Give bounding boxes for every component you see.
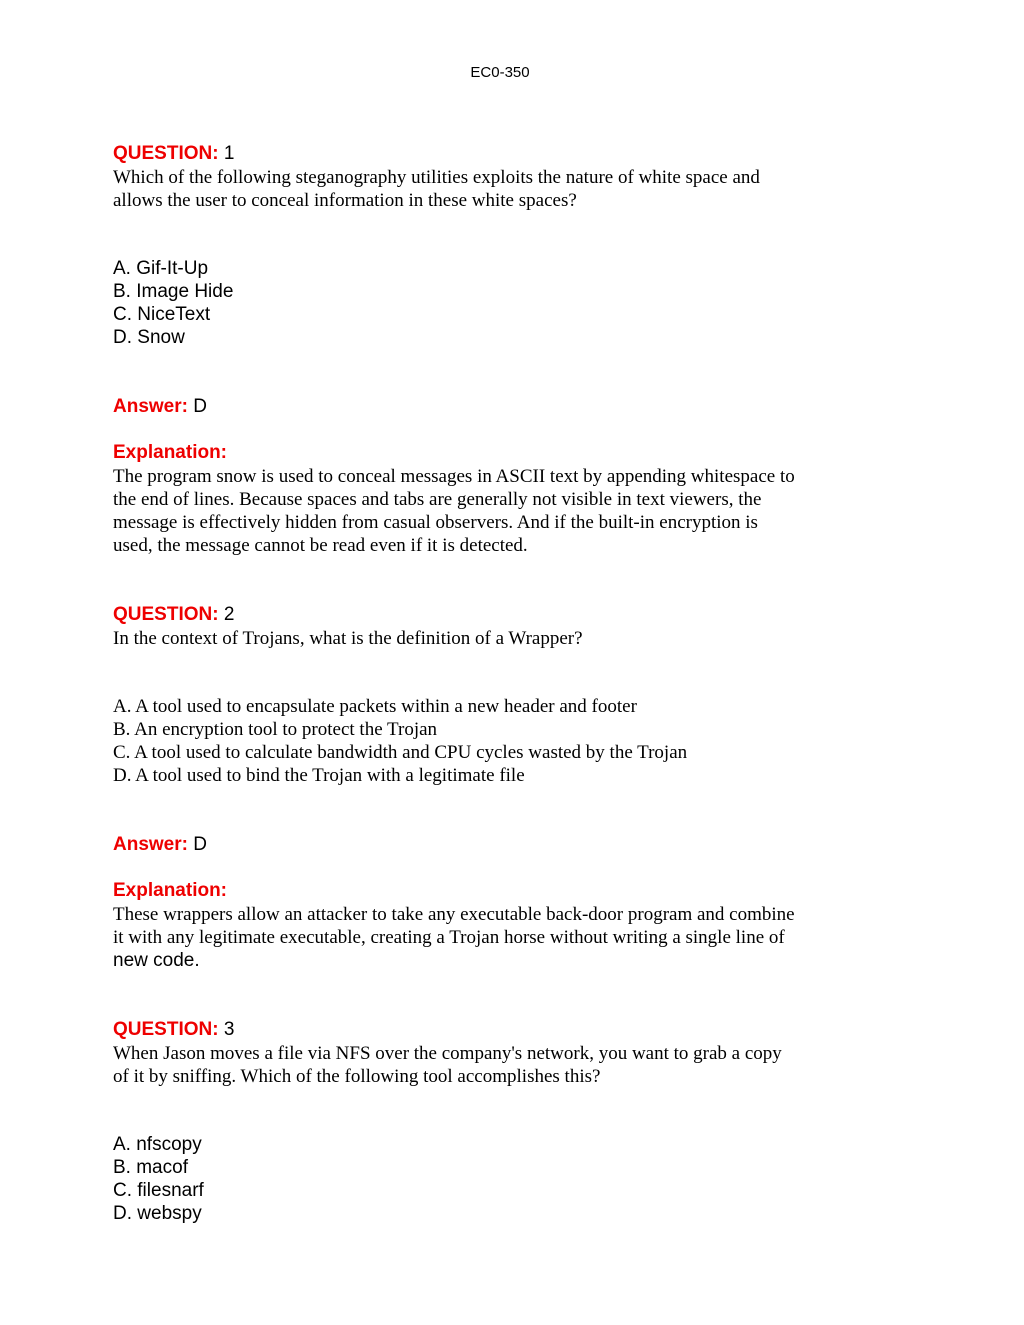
answer-line bbox=[113, 394, 853, 419]
option-c: C. NiceText bbox=[113, 304, 211, 325]
question-heading bbox=[113, 1017, 853, 1042]
answer-label: Answer: bbox=[113, 396, 188, 417]
option-b: B. Image Hide bbox=[113, 281, 234, 302]
page-header: EC0-350 bbox=[470, 64, 530, 81]
option-a: A. A tool used to encapsulate packets within a new header and footer bbox=[113, 696, 637, 717]
question-label: QUESTION: bbox=[113, 143, 219, 164]
question-text: allows the user to conceal information in these white spaces? bbox=[113, 190, 577, 211]
explanation-heading: Explanation: bbox=[113, 442, 228, 463]
option-b: B. An encryption tool to protect the Trojan bbox=[113, 719, 438, 740]
explanation-text: These wrappers allow an attacker to take any executable back-door program and combine bbox=[113, 904, 795, 925]
answer-line bbox=[113, 832, 853, 857]
explanation-heading: Explanation: bbox=[113, 880, 228, 901]
question-text: of it by sniffing. Which of the following tool accomplishes this? bbox=[113, 1066, 601, 1087]
question-1 bbox=[113, 141, 853, 557]
option-d: D. Snow bbox=[113, 327, 185, 348]
answer-label: Answer: bbox=[113, 834, 188, 855]
question-2 bbox=[113, 602, 853, 972]
question-label: QUESTION: bbox=[113, 604, 219, 625]
question-text: When Jason moves a file via NFS over the company's network, you want to grab a copy bbox=[113, 1043, 782, 1064]
option-b: B. macof bbox=[113, 1157, 188, 1178]
question-label: QUESTION: bbox=[113, 1019, 219, 1040]
answer-value: D bbox=[193, 396, 207, 417]
explanation-text: message is effectively hidden from casual observers. And if the built-in encryption is bbox=[113, 512, 758, 533]
question-text: In the context of Trojans, what is the definition of a Wrapper? bbox=[113, 628, 583, 649]
answer-options bbox=[113, 695, 853, 787]
answer-options bbox=[113, 257, 853, 349]
option-c: C. filesnarf bbox=[113, 1180, 204, 1201]
option-a: A. Gif-It-Up bbox=[113, 258, 209, 279]
question-text: Which of the following steganography utilities exploits the nature of white space and bbox=[113, 167, 760, 188]
explanation-text: used, the message cannot be read even if it is detected. bbox=[113, 535, 528, 556]
option-d: D. A tool used to bind the Trojan with a legitimate file bbox=[113, 765, 525, 786]
question-number: 2 bbox=[223, 604, 235, 625]
question-heading bbox=[113, 141, 853, 166]
question-3 bbox=[113, 1017, 853, 1225]
explanation-text: the end of lines. Because spaces and tabs are generally not visible in text viewers, the bbox=[113, 489, 762, 510]
explanation-text: it with any legitimate executable, creating a Trojan horse without writing a single line of bbox=[113, 927, 785, 948]
answer-options bbox=[113, 1133, 853, 1225]
option-c: C. A tool used to calculate bandwidth and CPU cycles wasted by the Trojan bbox=[113, 742, 688, 763]
question-number: 3 bbox=[223, 1019, 235, 1040]
option-a: A. nfscopy bbox=[113, 1134, 202, 1155]
explanation-text: new code. bbox=[113, 950, 200, 971]
answer-value: D bbox=[193, 834, 207, 855]
option-d: D. webspy bbox=[113, 1203, 202, 1224]
document-body bbox=[113, 141, 853, 1225]
question-heading bbox=[113, 602, 853, 627]
question-number: 1 bbox=[223, 143, 235, 164]
explanation-text: The program snow is used to conceal messages in ASCII text by appending whitespace to bbox=[113, 466, 795, 487]
